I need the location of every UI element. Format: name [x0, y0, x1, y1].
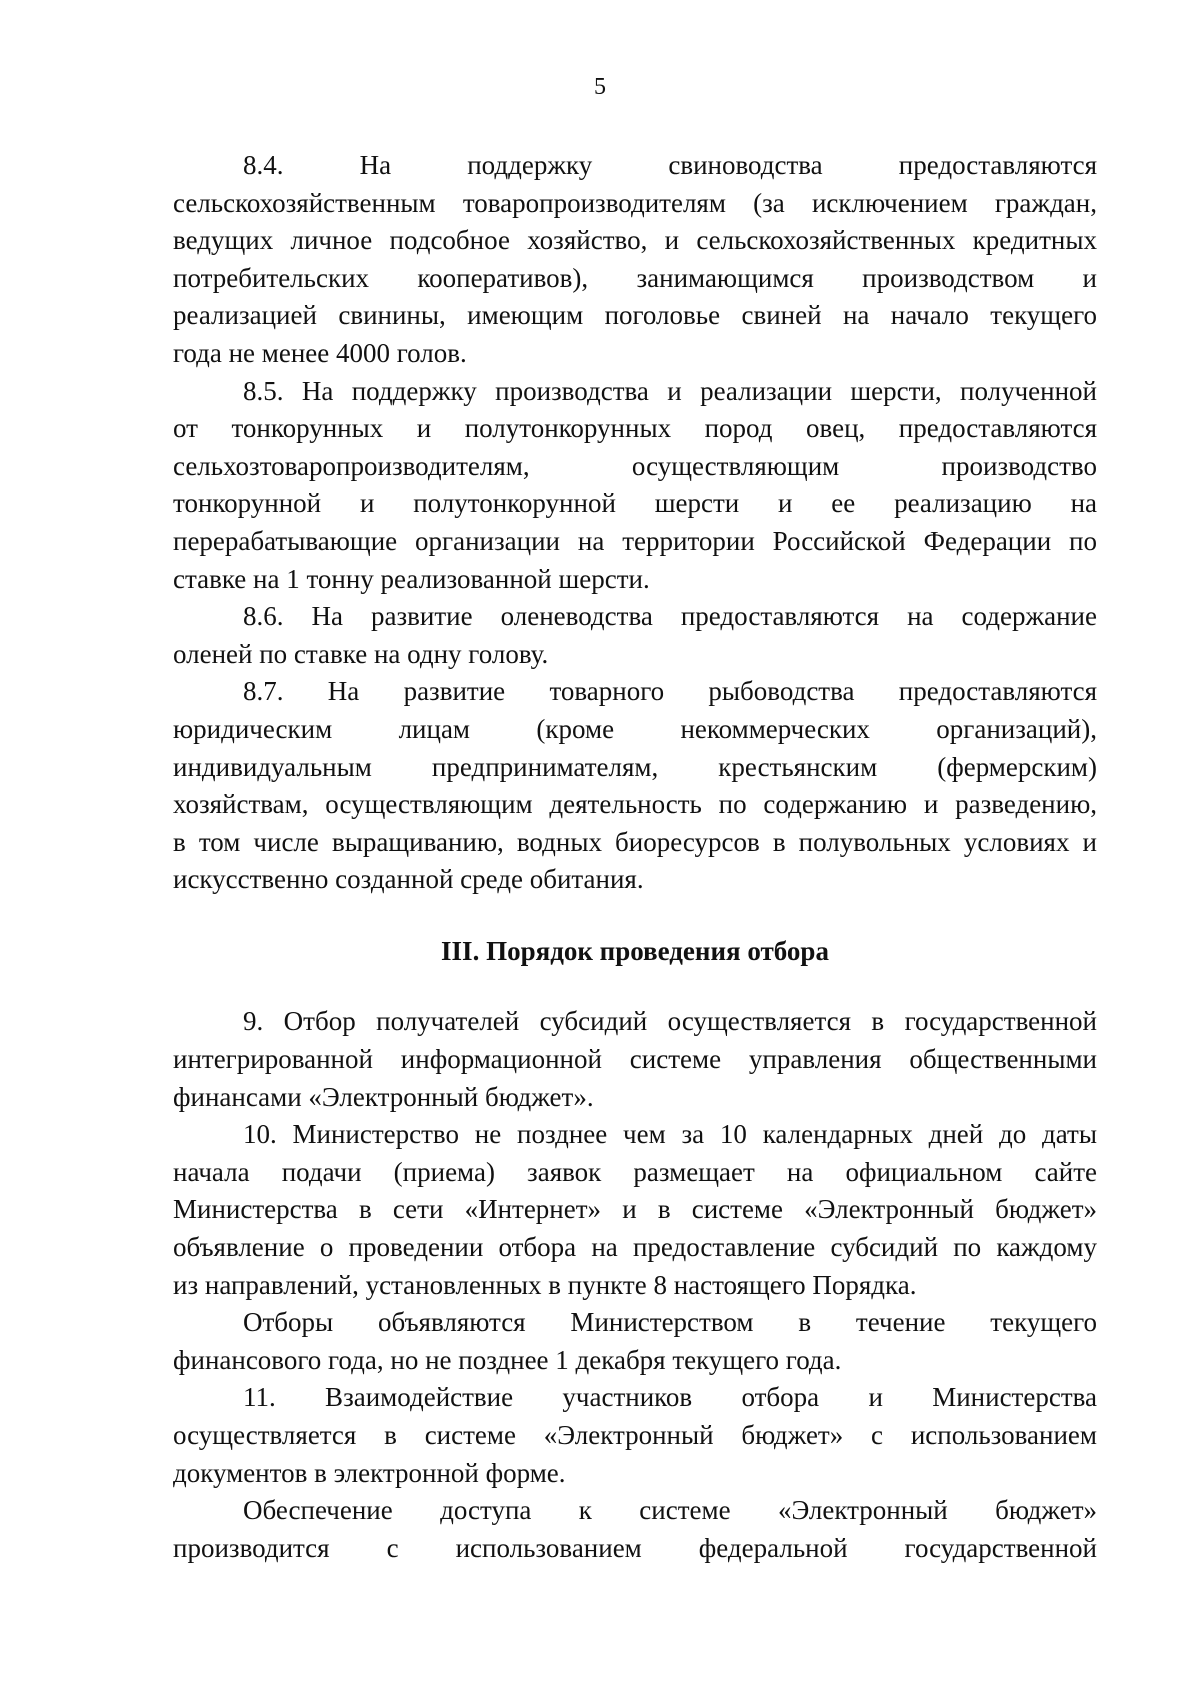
text-line: в том числе выращиванию, водных биоресурсов в полувольных условиях и: [173, 826, 1097, 857]
paragraph: [173, 1492, 1097, 1567]
text-line: Отборы объявляются Министерством в течение текущего: [243, 1307, 1097, 1338]
text-line: финансового года, но не позднее 1 декабря текущего года.: [173, 1344, 842, 1375]
text-line: сельхозтоваропроизводителям, осуществляющим производство: [173, 450, 1097, 481]
text-line: Обеспечение доступа к системе «Электронный бюджет»: [243, 1495, 1097, 1526]
text-line: документов в электронной форме.: [173, 1457, 566, 1488]
text-line: ведущих личное подсобное хозяйство, и сельскохозяйственных кредитных: [173, 225, 1097, 256]
paragraph: [173, 1379, 1097, 1492]
text-line: 11. Взаимодействие участников отбора и Министерства: [243, 1382, 1097, 1413]
text-line: интегрированной информационной системе управления общественными: [173, 1044, 1097, 1075]
paragraph: [173, 1116, 1097, 1304]
text-line: 10. Министерство не позднее чем за 10 календарных дней до даты: [243, 1119, 1097, 1150]
text-line: года не менее 4000 голов.: [173, 337, 467, 368]
text-line: тонкорунной и полутонкорунной шерсти и ее реализацию на: [173, 488, 1097, 519]
text-line: реализацией свинины, имеющим поголовье свиней на начало текущего: [173, 300, 1097, 331]
text-line: оленей по ставке на одну голову.: [173, 638, 549, 669]
paragraphs-after-heading: [173, 1003, 1097, 1567]
paragraph: [173, 673, 1097, 899]
paragraph: [173, 1003, 1097, 1116]
text-line: искусственно созданной среде обитания.: [173, 864, 644, 895]
text-line: от тонкорунных и полутонкорунных пород овец, предоставляются: [173, 413, 1097, 444]
paragraph: [173, 373, 1097, 599]
text-line: сельскохозяйственным товаропроизводителям (за исключением граждан,: [173, 187, 1097, 218]
paragraph: [173, 147, 1097, 373]
text-line: ставке на 1 тонну реализованной шерсти.: [173, 563, 650, 594]
text-line: индивидуальным предпринимателям, крестьянским (фермерским): [173, 751, 1097, 782]
document-body: [173, 147, 1097, 1567]
text-line: хозяйствам, осуществляющим деятельность по содержанию и разведению,: [173, 789, 1097, 820]
text-line: из направлений, установленных в пункте 8 настоящего Порядка.: [173, 1269, 917, 1300]
text-line: начала подачи (приема) заявок размещает на официальном сайте: [173, 1156, 1097, 1187]
text-line: 8.7. На развитие товарного рыбоводства предоставляются: [243, 676, 1097, 707]
section-heading: III. Порядок проведения отбора: [441, 935, 829, 966]
text-line: 8.6. На развитие оленеводства предоставляются на содержание: [243, 601, 1097, 632]
text-line: юридическим лицам (кроме некоммерческих организаций),: [173, 713, 1097, 744]
text-line: финансами «Электронный бюджет».: [173, 1081, 594, 1112]
text-line: 8.5. На поддержку производства и реализации шерсти, полученной: [243, 375, 1097, 406]
paragraph: [173, 1304, 1097, 1379]
text-line: объявление о проведении отбора на предоставление субсидий по каждому: [173, 1232, 1097, 1263]
text-line: производится с использованием федеральной государственной: [173, 1532, 1097, 1563]
text-line: перерабатывающие организации на территории Российской Федерации по: [173, 525, 1097, 556]
text-line: Министерства в сети «Интернет» и в системе «Электронный бюджет»: [173, 1194, 1097, 1225]
text-line: 8.4. На поддержку свиноводства предоставляются: [243, 150, 1097, 180]
page-number: 5: [594, 74, 606, 100]
text-line: осуществляется в системе «Электронный бюджет» с использованием: [173, 1420, 1097, 1450]
text-line: потребительских кооперативов), занимающимся производством и: [173, 262, 1097, 293]
paragraph: [173, 598, 1097, 673]
text-line: 9. Отбор получателей субсидий осуществляется в государственной: [243, 1006, 1097, 1037]
paragraphs-before-heading: [173, 147, 1097, 899]
